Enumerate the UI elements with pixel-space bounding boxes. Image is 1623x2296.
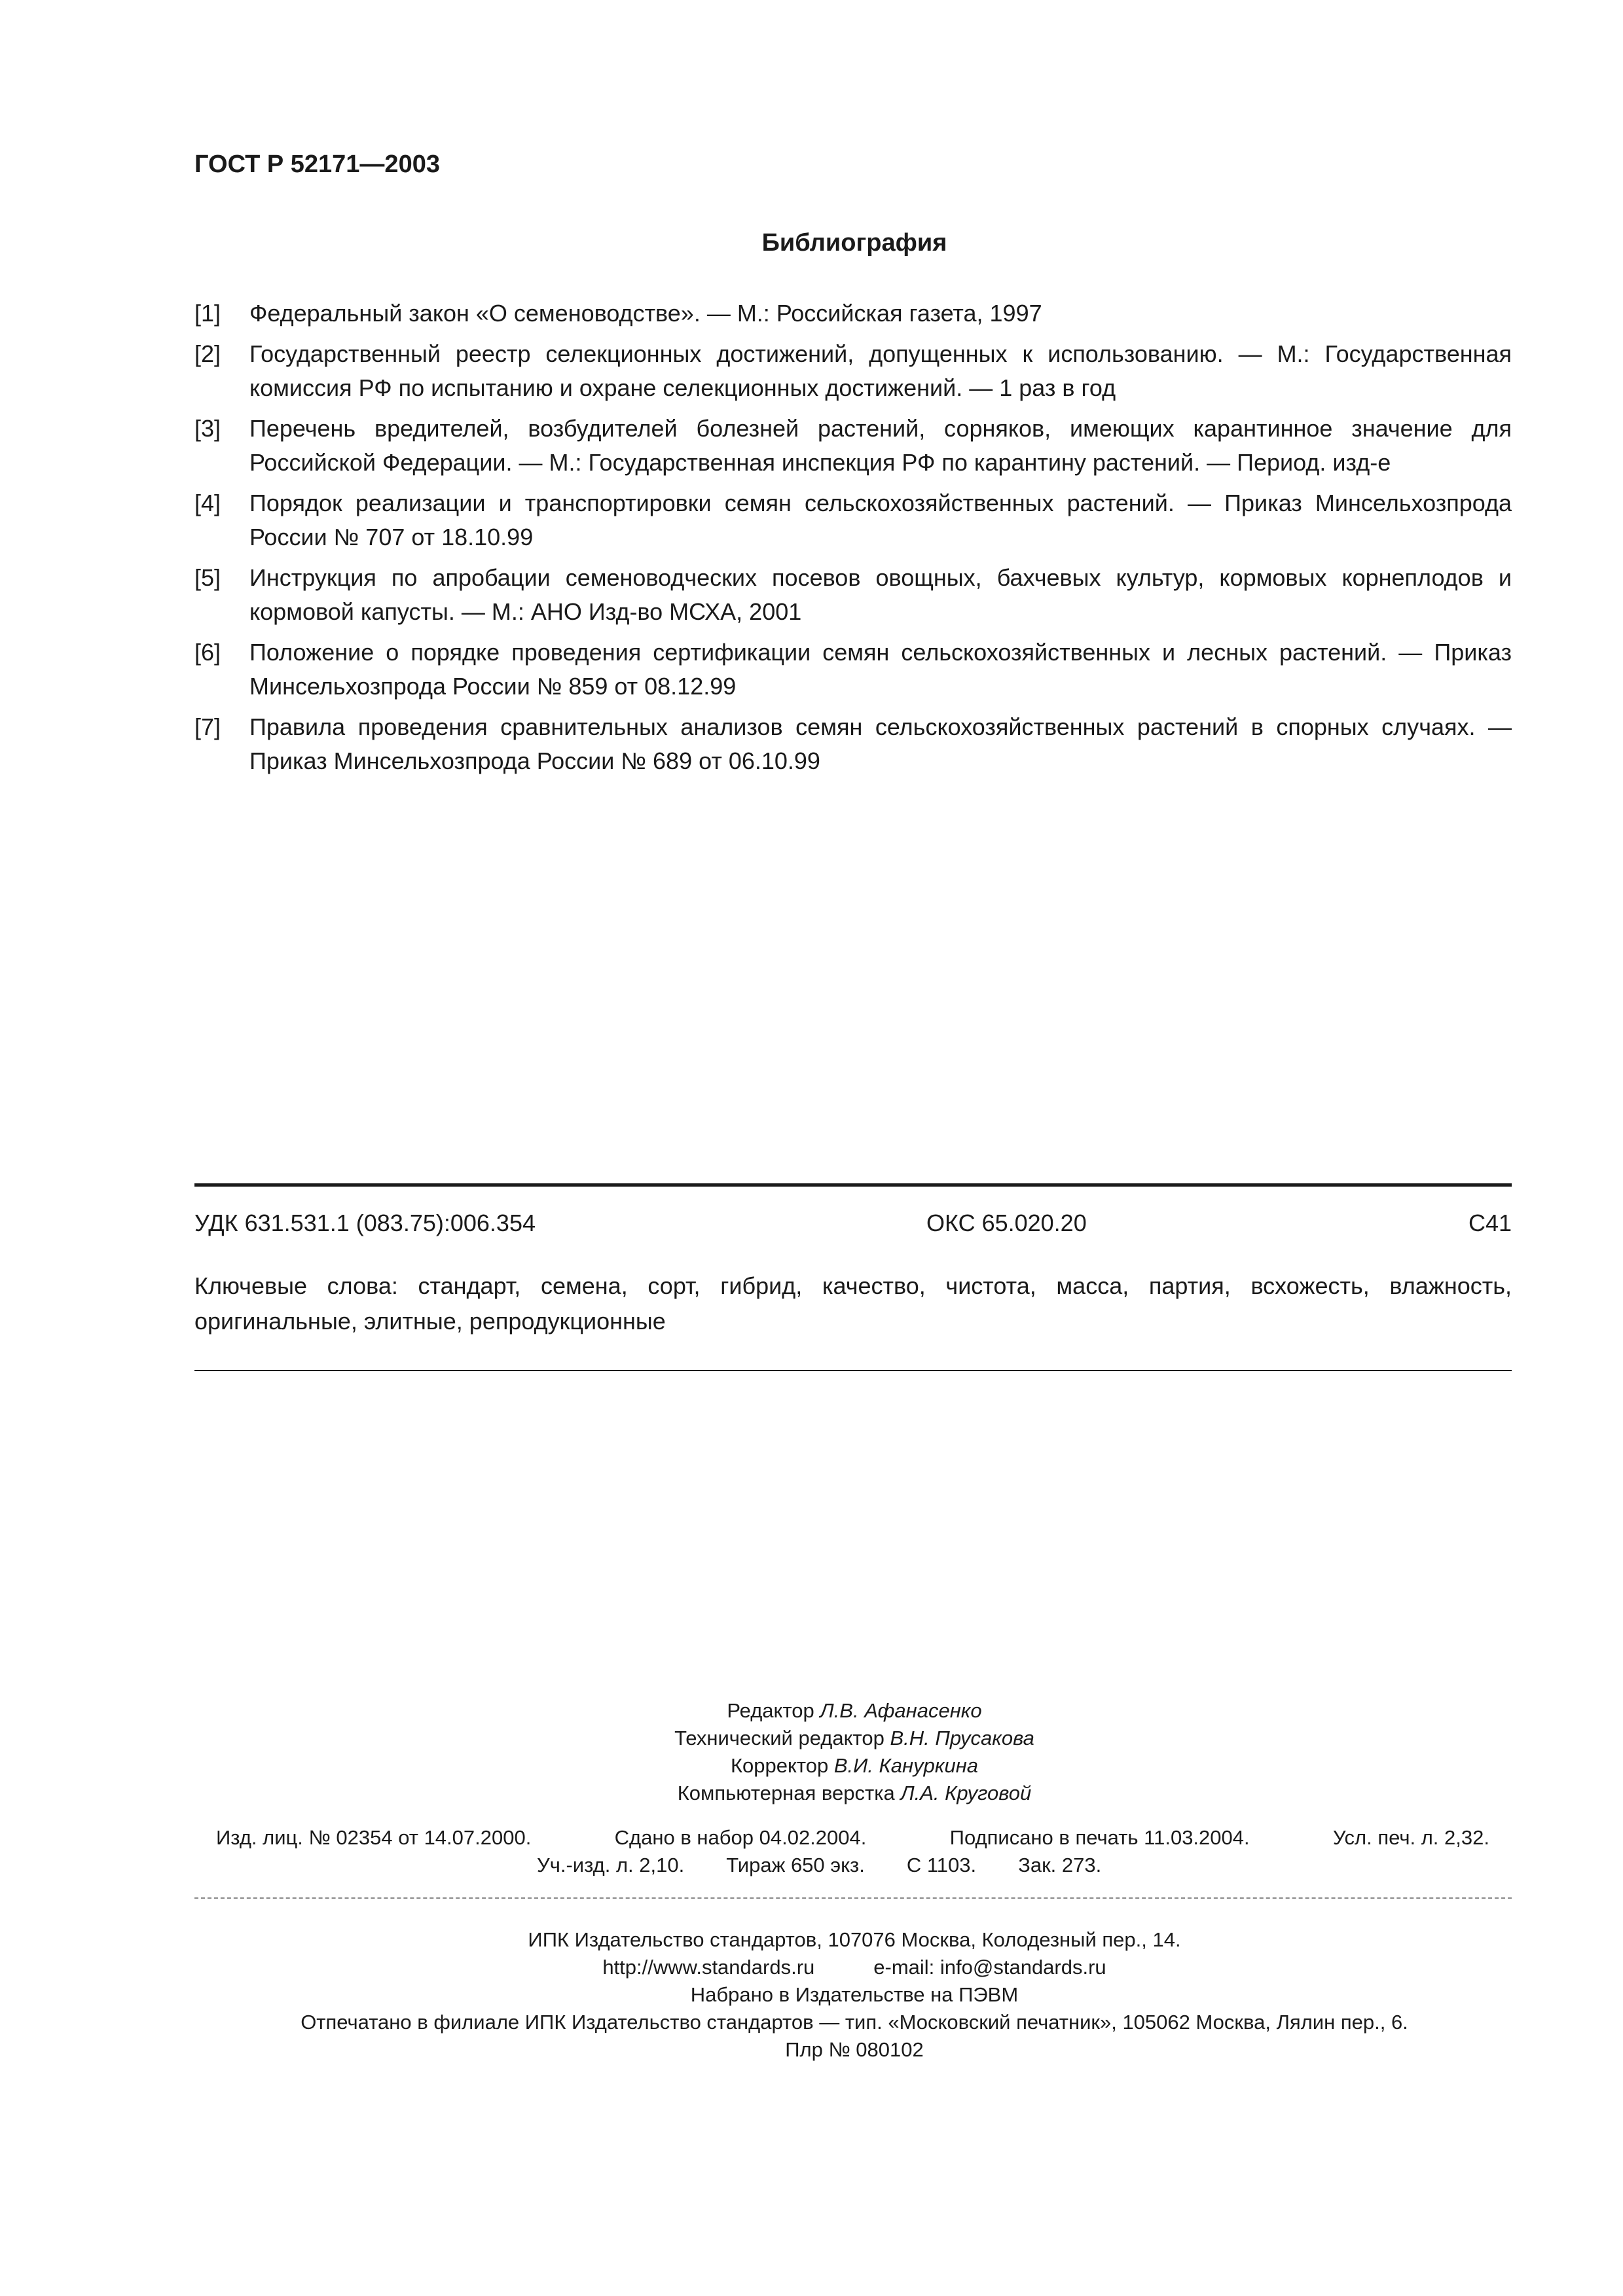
divider-keywords <box>194 1370 1512 1371</box>
item-text: Инструкция по апробации семеноводческих посевов овощных, бахчевых культур, кормовых корнеплодов и кормовой капусты. — М.: АНО Изд-во МСХА, 2001 <box>249 564 1512 625</box>
keywords: Ключевые слова: стандарт, семена, сорт, гибрид, качество, чистота, масса, партия, всхожесть, влажность, оригинальные, элитные, репродукционные <box>194 1272 1512 1335</box>
order-code: С 1103. <box>906 1854 977 1876</box>
divider-dotted <box>194 1897 1512 1899</box>
item-number: [7] <box>194 713 221 740</box>
item-text: Федеральный закон «О семеноводстве». — М.: Российская газета, 1997 <box>249 300 1042 327</box>
email-link[interactable]: e-mail: info@standards.ru <box>873 1956 1106 1979</box>
divider-top <box>194 1183 1512 1187</box>
bibliography-item <box>194 337 1512 405</box>
credit-editor: Редактор Л.В. Афанасенко <box>727 1699 982 1722</box>
oks-code: ОКС 65.020.20 <box>926 1210 1087 1236</box>
udk-code: УДК 631.531.1 (083.75):006.354 <box>194 1210 536 1236</box>
item-number: [6] <box>194 639 221 666</box>
publication-line-1 <box>216 1826 1489 1850</box>
license: Изд. лиц. № 02354 от 14.07.2000. <box>216 1826 532 1849</box>
item-number: [4] <box>194 490 221 516</box>
circulation: Тираж 650 экз. <box>726 1854 865 1876</box>
order-number: Зак. 273. <box>1018 1854 1102 1876</box>
class-code: С41 <box>1468 1210 1512 1236</box>
item-text: Перечень вредителей, возбудителей болезней растений, сорняков, имеющих карантинное значение для Российской Федерации. — М.: Государственная инспекция РФ по карантину растений. — Период. изд-е <box>249 415 1512 476</box>
bibliography-item <box>194 561 1512 629</box>
plr-number: Плр № 080102 <box>785 2038 924 2061</box>
bibliography-item <box>194 636 1512 704</box>
credit-corrector: Корректор В.И. Кануркина <box>730 1754 979 1777</box>
publisher-address: ИПК Издательство стандартов, 107076 Москва, Колодезный пер., 14. <box>528 1928 1181 1951</box>
credit-tech-editor: Технический редактор В.Н. Прусакова <box>674 1727 1034 1749</box>
item-number: [2] <box>194 340 221 367</box>
bibliography-title: Библиография <box>761 229 947 257</box>
bibliography-item <box>194 486 1512 554</box>
print-date: Подписано в печать 11.03.2004. <box>949 1826 1250 1849</box>
item-number: [1] <box>194 300 221 327</box>
document-code: ГОСТ Р 52171—2003 <box>194 151 440 178</box>
item-number: [5] <box>194 564 221 591</box>
printed-note: Отпечатано в филиале ИПК Издательство стандартов — тип. «Московский печатник», 105062 Москва, Лялин пер., 6. <box>301 2011 1408 2034</box>
item-text: Порядок реализации и транспортировки семян сельскохозяйственных растений. — Приказ Минсельхозпрода России № 707 от 18.10.99 <box>249 490 1512 550</box>
item-text: Государственный реестр селекционных достижений, допущенных к использованию. — М.: Государственная комиссия РФ по испытанию и охране селекционных достижений. — 1 раз в год <box>249 340 1512 401</box>
credit-layout: Компьютерная верстка Л.А. Круговой <box>677 1782 1032 1804</box>
bibliography-item <box>194 710 1512 778</box>
item-text: Положение о порядке проведения сертификации семян сельскохозяйственных и лесных растений. — Приказ Минсельхозпрода России № 859 от 08.12.99 <box>249 639 1512 700</box>
typeset-note: Набрано в Издательстве на ПЭВМ <box>690 1983 1019 2006</box>
edition-sheets: Уч.-изд. л. 2,10. <box>537 1854 685 1876</box>
print-sheets: Усл. печ. л. 2,32. <box>1332 1826 1489 1849</box>
typeset-date: Сдано в набор 04.02.2004. <box>614 1826 867 1849</box>
item-number: [3] <box>194 415 221 442</box>
imprint <box>0 1926 1623 2064</box>
publication-line-2 <box>537 1854 1101 1877</box>
website-link[interactable]: http://www.standards.ru <box>602 1956 815 1979</box>
credits <box>0 1697 1623 1807</box>
contacts <box>0 1954 1623 1981</box>
bibliography-list <box>194 296 1512 785</box>
bibliography-item <box>194 296 1512 331</box>
bibliography-item <box>194 412 1512 480</box>
item-text: Правила проведения сравнительных анализов семян сельскохозяйственных растений в спорных случаях. — Приказ Минсельхозпрода России № 689 от 06.10.99 <box>249 713 1512 774</box>
